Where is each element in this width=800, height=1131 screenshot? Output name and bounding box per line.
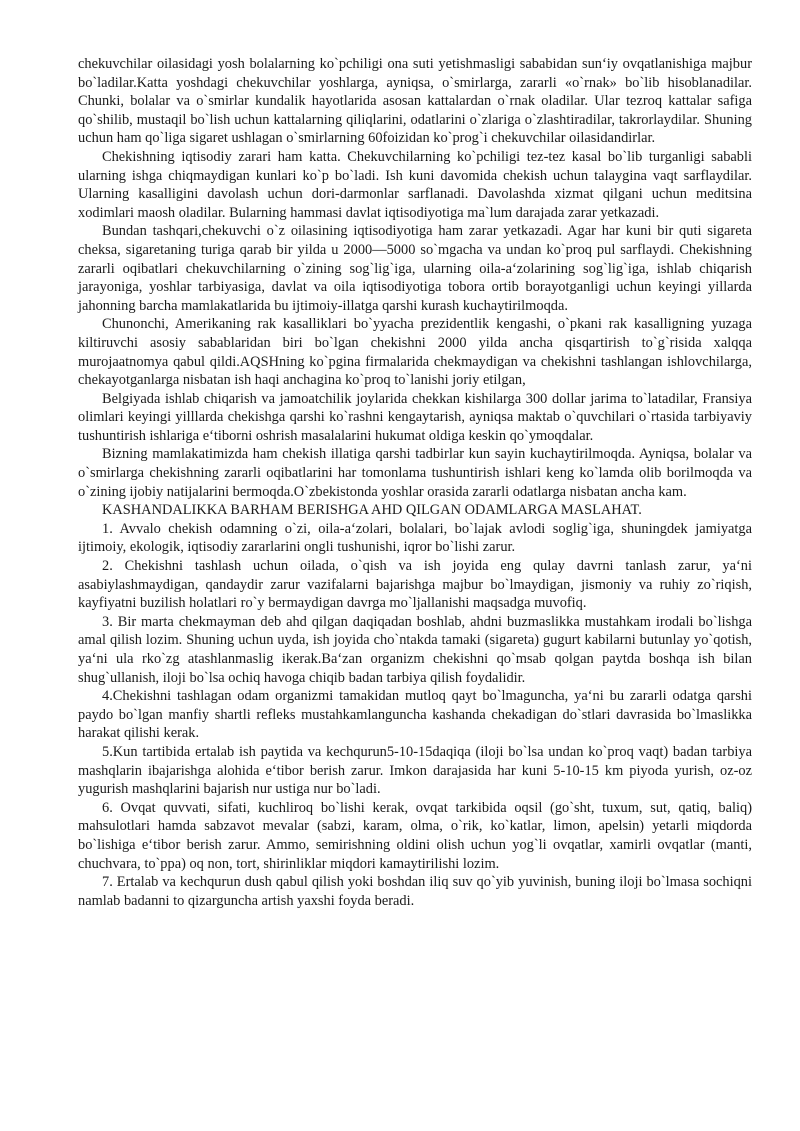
- advice-item-4: 4.Chekishni tashlagan odam organizmi tamakidan mutloq qayt bo`lmaguncha, ya‘ni bu zararli odatga qarshi paydo bo`lgan manfiy shartli refleks mustahkamlanguncha kashanda chekadigan do`stlari davrasida bo`lmaslikka harakat qilishi kerak.: [78, 688, 752, 742]
- section-heading: KASHANDALIKKA BARHAM BERISHGA AHD QILGAN ODAMLARGA MASLAHAT.: [102, 502, 642, 519]
- paragraph-family-harm: Bundan tashqari,chekuvchi o`z oilasining iqtisodiyotiga ham zarar yetkazadi. Agar har kuni bir quti sigareta cheksa, sigaretaning turiga qarab bir yilda u 2000—5000 so`mgacha va undan ko`proq pul sarflaydi. Chekishning zararli oqibatlari chekuvchilarning o`zining sog`lig`iga, ularning oila-a‘zolarining sog`lig`iga, ishlab chiqarish jarayoniga, yoshlar tarbiyasiga, davlat va oila iqtisodiyotiga tobora ortib borayotganligi uchun keyingi yillarda jahonning barcha mamlakatlarida bu ijtimoiy-illatga qarshi kurash kuchaytirilmoqda.: [78, 223, 752, 314]
- advice-item-6: 6. Ovqat quvvati, sifati, kuchliroq bo`lishi kerak, ovqat tarkibida oqsil (go`sht, tuxum, sut, qatiq, baliq) mahsulotlari hamda sabzavot mevalar (sabzi, karam, olma, o`rik, ko`katlar, limon, apelsin) yetarli miqdorda bo`lishiga e‘tibor berish zarur. Ammo, semirishning oldini olish uchun yog`li ovqatlar, xamirli ovqatlar (manti, chuchvara, to`ppa) oq non, tort, shirinliklar miqdori kamaytirilishi lozim.: [78, 799, 752, 872]
- advice-item-1: 1. Avvalo chekish odamning o`zi, oila-a‘zolari, bolalari, bo`lajak avlodi soglig`iga, shuningdek jamiyatga ijtimoiy, ekologik, iqtisodiy zararlarini ongli tushunishi, iqror bo`lishi zarur.: [78, 520, 752, 556]
- advice-item-7: 7. Ertalab va kechqurun dush qabul qilish yoki boshdan iliq suv qo`yib yuvinish, buning iloji bo`lmasa sochiqni namlab badanni to qizarguncha artish yaxshi foyda beradi.: [78, 874, 752, 909]
- paragraph-america: Chunonchi, Amerikaning rak kasalliklari bo`yyacha prezidentlik kengashi, o`pkani rak kasalligning yuzaga kiltiruvchi asosiy sabablaridan biri bo`lgan chekishni 2000 yilda ancha qisqartirish to`g`risida xalqqa murojaatnomya qabul qildi.AQSHning ko`pgina firmalarida chekmaydigan va chekishni tashlangan ishlovchilarga, chekayotganlarga nisbatan ish haqi anchagina ko`proq to`lanishi joriy etilgan,: [78, 316, 752, 389]
- advice-item-3: 3. Bir marta chekmayman deb ahd qilgan daqiqadan boshlab, ahdni buzmaslikka mustahkam irodali bo`lishga amal qilish lozim. Shuning uchun uyda, ish joyida cho`ntakda tamaki (sigareta) gugurt kabilarni butunlay yo`qotish, ya‘ni ula rko`zg atashlanmaslig ikerak.Ba‘zan organizm chekishni qo`msab qolgan paytda boshqa ish bilan shug`ullanish, iloji bo`lsa ochiq havoga chiqib badan tarbiya qilish foydalidir.: [78, 613, 752, 686]
- paragraph-economic-harm: Chekishning iqtisodiy zarari ham katta. Chekuvchilarning ko`pchiligi tez-tez kasal bo`lib turganligi sababli ularning ishga chiqmaydigan kunlari ko`p bo`ladi. Ish kuni davomida chekish uchun talaygina vaqt sarflaydilar. Ularning kasalligini davolash uchun dori-darmonlar sarflanadi. Davolashda xizmat qilgani uchun meditsina xodimlari maosh oladilar. Bularning hammasi davlat iqtisodiyotiga ma`lum darajada zarar yetkazadi.: [78, 148, 752, 221]
- paragraph-continuation: chekuvchilar oilasidagi yosh bolalarning ko`pchiligi ona suti yetishmasligi sababidan sun‘iy ovqatlanishiga majbur bo`ladilar.Katta yoshdagi chekuvchilar yoshlarga, ayniqsa, o`smirlarga, zararli «o`rnak» bo`lib hisoblanadilar. Chunki, bolalar va o`smirlar kundalik hayotlarida asosan kattalardan o`rnak oladilar. Ular tezroq kattalar safiga qo`shilib, mustaqil bo`lish uchun kattalarning qiliqlarini, odatlarini o`zlariga o`zlashtiradilar, takrorlaydilar. Shuning uchun ham qo`liga sigaret ushlagan o`smirlarning 60foizidan ko`prog`i chekuvchilar oilasidandirlar.: [78, 56, 752, 147]
- advice-item-2: 2. Chekishni tashlash uchun oilada, o`qish va ish joyida eng qulay davrni tanlash zarur, ya‘ni asabiylashmaydigan, qandaydir zarur vazifalarni bajarishga majbur bo`lmaydigan, jismoniy va ruhiy zo`riqish, kayfiyatni buzilish holatlari ro`y bermaydigan davrga mo`ljallanishi maqsadga muvofiq.: [78, 558, 752, 612]
- advice-item-5: 5.Kun tartibida ertalab ish paytida va kechqurun5-10-15daqiqa (iloji bo`lsa undan ko`proq vaqt) badan tarbiya mashqlarin ibajarishga alohida e‘tibor berish zarur. Imkon darajasida har kuni 5-10-15 km piyoda yurish, oz-oz yugurish mashqlarini bajarish nur ustiga nur bo`ladi.: [78, 743, 752, 798]
- document-body: [78, 55, 752, 910]
- paragraph-belgium-france: Belgiyada ishlab chiqarish va jamoatchilik joylarida chekkan kishilarga 300 dollar jarima to`latadilar, Fransiya olimlari keyingi yilllarda chekishga qarshi ko`rashni kengaytarish, ayniqsa maktab o`quvchilari o`rtasida tarbiyaviy tushuntirish ishlariga e‘tiborni oshrish masalalarini hukumat oldiga keskin qo`ymoqdalar.: [78, 390, 752, 444]
- paragraph-uzbekistan: Bizning mamlakatimizda ham chekish illatiga qarshi tadbirlar kun sayin kuchaytirilmoqda. Ayniqsa, bolalar va o`smirlarga chekishning zararli oqibatlarini har tomonlama tushuntirish ishlari keng ko`lamda olib borilmoqda va o`zining ijobiy natijalarini bermoqda.O`zbekistonda yoshlar orasida zararli odatlarga nisbatan ancha kam.: [78, 446, 752, 500]
